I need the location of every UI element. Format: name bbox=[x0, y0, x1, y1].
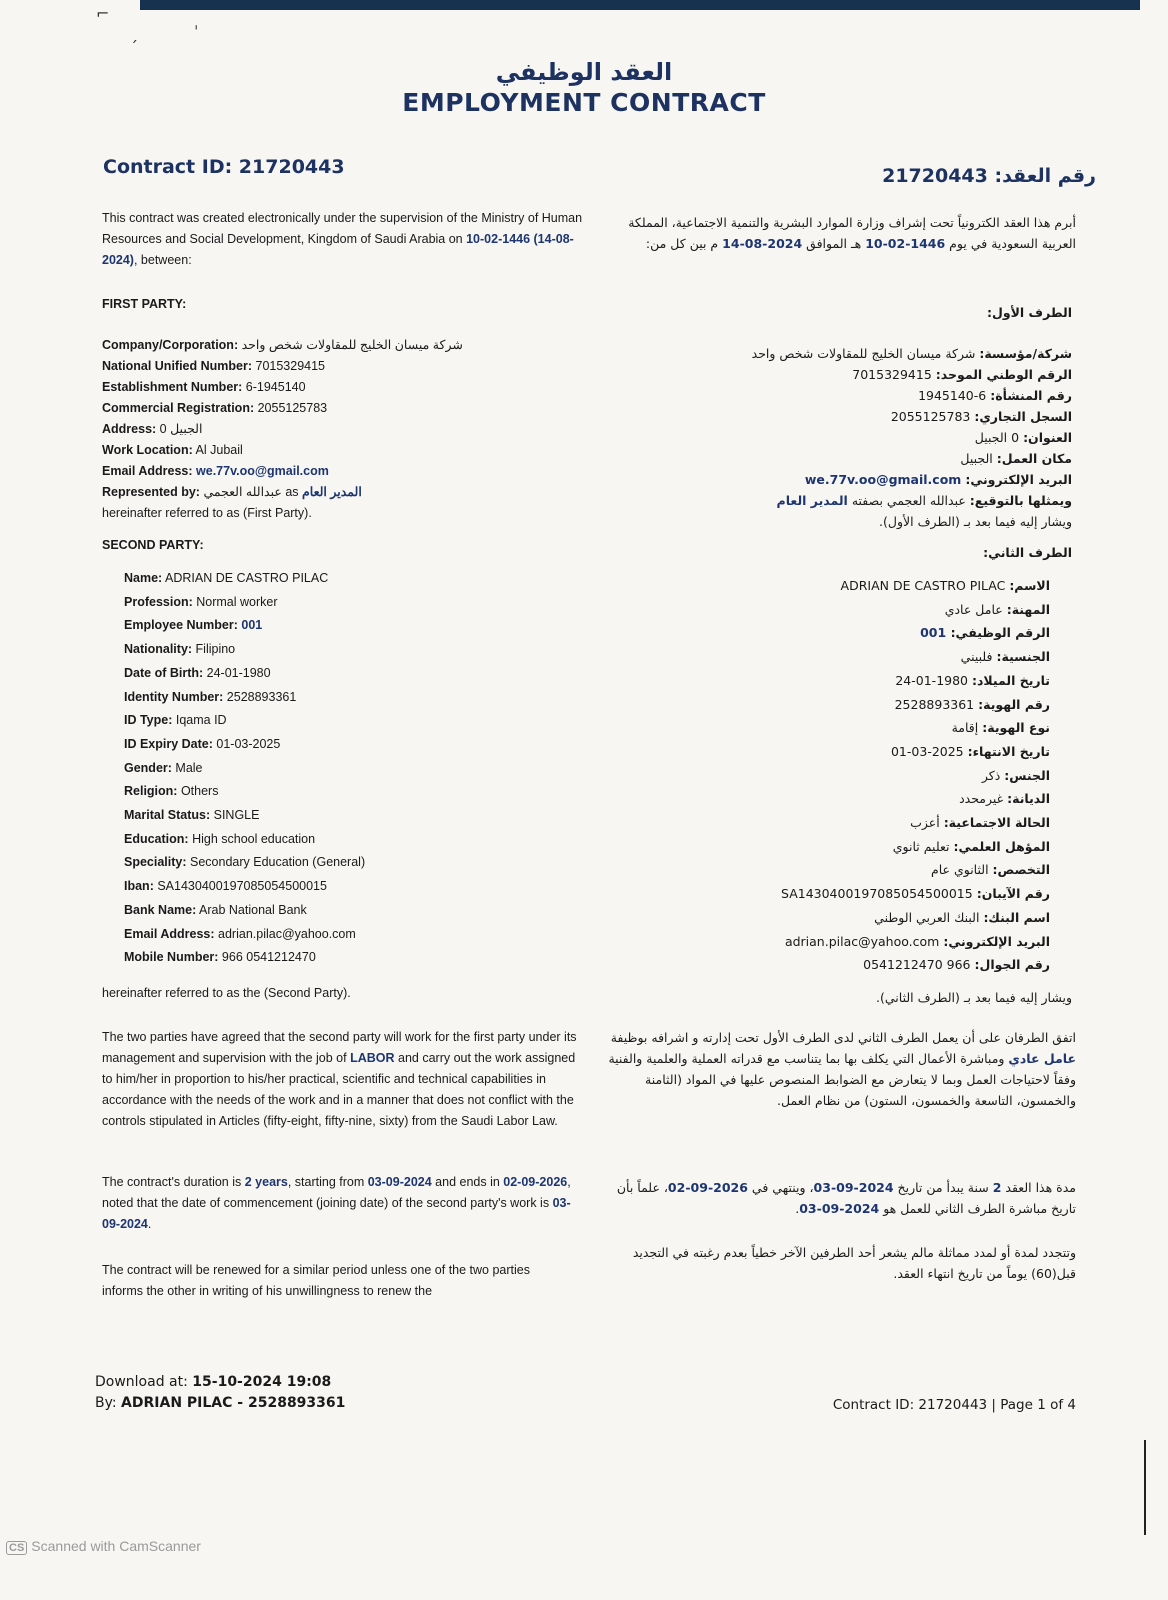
second-party-field-row bbox=[124, 899, 594, 923]
second-party-field-value: SA1430400197085054500015 bbox=[153, 879, 327, 894]
first-party-field-label: National Unified Number: bbox=[102, 359, 253, 373]
second-party-field-value: Secondary Education (General) bbox=[186, 855, 366, 870]
second-party-arabic bbox=[602, 542, 1072, 563]
second-party-field-ar-value: adrian.pilac@yahoo.com bbox=[784, 933, 944, 949]
second-party-field-value: ADRIAN DE CASTRO PILAC bbox=[162, 571, 329, 585]
second-party-field-ar-row bbox=[610, 574, 1050, 598]
second-party-english bbox=[102, 535, 592, 556]
agreement-english: The two parties have agreed that the second party will work for the first party under its management and supervision with the job of LABOR and carry out the work assigned to him/her in proportion to his/her practical, scientific and technical capabilities in accordance with the needs of the work and in a manner that does not conflict with the controls stipulated in Articles (fifty-eight, fifty-nine, sixty) from the Saudi Labor Law. bbox=[102, 1030, 577, 1128]
duration-arabic: مدة هذا العقد 2 سنة يبدأ من تاريخ 2024-09-03، وينتهي في 2026-09-02، علماً بأن تاريخ مباشرة الطرف الثاني للعمل هو 2024-09-03. bbox=[616, 1180, 1076, 1216]
first-party-field-label: Work Location: bbox=[102, 443, 193, 457]
renewal-arabic: وتتجدد لمدة أو لمدد مماثلة مالم يشعر أحد الطرفين الآخر خطياً بعدم رغبته في التجديد قبل(60) يوماً من تاريخ انتهاء العقد. bbox=[632, 1245, 1076, 1281]
first-party-field-value: 0 الجبيل bbox=[156, 422, 203, 436]
second-party-field-value: Normal worker bbox=[192, 594, 278, 609]
second-party-field-row bbox=[124, 591, 594, 615]
second-party-field-row bbox=[124, 828, 594, 852]
second-party-field-ar-label: البريد الإلكتروني: bbox=[943, 933, 1050, 949]
second-party-field-row bbox=[124, 875, 594, 899]
second-party-field-row bbox=[124, 567, 594, 591]
second-party-field-row bbox=[124, 780, 594, 804]
second-party-field-ar-row bbox=[610, 740, 1050, 764]
second-party-field-value: Others bbox=[177, 784, 219, 799]
second-party-field-label: Nationality: bbox=[124, 642, 193, 657]
agreement-arabic: اتفق الطرفان على أن يعمل الطرف الثاني لدى الطرف الأول تحت إدارته و اشرافه بوظيفة عامل عادي ومباشرة الأعمال التي يكلف بها بما يتناسب مع قدراته العملية والعلمية والفنية وفقاً لاحتياجات العمل وبما لا يتعارض مع الضوابط المنصوص عليها في المواد (الثامنة والخمسون، التاسعة والخمسون، الستون) من نظام العمل. bbox=[608, 1030, 1076, 1108]
second-party-field-value: Iqama ID bbox=[172, 713, 227, 728]
first-party-field-ar-label: شركة/مؤسسة: bbox=[979, 346, 1072, 361]
renewal-english: The contract will be renewed for a similar period unless one of the two parties informs the other in writing of his unwillingness to renew the bbox=[102, 1263, 530, 1298]
second-party-field-ar-label: التخصص: bbox=[992, 862, 1050, 878]
second-party-field-row bbox=[124, 757, 594, 781]
first-party-field-ar-label: الرقم الوطني الموحد: bbox=[935, 367, 1072, 382]
first-party-english bbox=[102, 294, 592, 524]
second-party-field-label: Education: bbox=[124, 831, 189, 846]
first-party-field-ar-row bbox=[602, 448, 1072, 469]
intro-arabic: أبرم هذا العقد الكترونياً تحت إشراف وزارة الموارد البشرية والتنمية الاجتماعية، المملكة العربية السعودية في يوم 1446-02-10 هـ الموافق 2024-08-14 م بين كل من: bbox=[628, 215, 1076, 251]
second-party-field-ar-row bbox=[610, 621, 1050, 645]
second-party-field-value: 966 0541212470 bbox=[218, 950, 316, 965]
second-party-field-ar-row bbox=[610, 835, 1050, 859]
second-party-field-ar-value: البنك العربي الوطني bbox=[874, 909, 984, 925]
second-party-field-value: 2528893361 bbox=[223, 689, 297, 704]
second-party-field-ar-row bbox=[610, 858, 1050, 882]
second-party-field-ar-value: عامل عادي bbox=[944, 601, 1007, 617]
second-party-field-row bbox=[124, 804, 594, 828]
second-party-field-ar-value: غيرمحدد bbox=[959, 791, 1008, 807]
first-party-field-ar-label: العنوان: bbox=[1023, 430, 1072, 445]
second-party-field-label: ID Expiry Date: bbox=[124, 736, 213, 751]
first-party-field-label: Company/Corporation: bbox=[102, 338, 239, 352]
second-party-field-ar-row bbox=[610, 906, 1050, 930]
first-party-email-ar: البريد الإلكتروني: we.77v.oo@gmail.com bbox=[804, 472, 1072, 487]
second-party-field-ar-label: الجنس: bbox=[1004, 767, 1050, 783]
second-party-field-ar-label: اسم البنك: bbox=[983, 909, 1050, 925]
second-party-field-value: adrian.pilac@yahoo.com bbox=[214, 926, 356, 941]
title-english: EMPLOYMENT CONTRACT bbox=[402, 88, 766, 117]
download-info: Download at: 15-10-2024 19:08 By: ADRIAN PILAC - 2528893361 bbox=[95, 1374, 346, 1411]
first-party-field-value: 2055125783 bbox=[254, 401, 328, 415]
first-party-representative: Represented by: عبدالله العجمي as المدير العام bbox=[102, 485, 362, 499]
first-party-field-value: شركة ميسان الخليج للمقاولات شخص واحد bbox=[238, 338, 463, 352]
second-party-field-label: Marital Status: bbox=[124, 808, 211, 823]
second-party-field-value: Arab National Bank bbox=[196, 902, 307, 917]
second-party-field-ar-value: SA1430400197085054500015 bbox=[781, 886, 977, 902]
second-party-field-ar-label: رقم الآيبان: bbox=[976, 886, 1050, 902]
first-party-field-ar-value: الجبيل bbox=[960, 451, 997, 466]
second-party-field-row bbox=[124, 733, 594, 757]
first-party-field-label: Address: bbox=[102, 422, 157, 436]
second-party-field-ar-value: الثانوي عام bbox=[930, 862, 993, 878]
first-party-field-row bbox=[102, 377, 592, 398]
first-party-field-ar-value: شركة ميسان الخليج للمقاولات شخص واحد bbox=[751, 346, 980, 361]
second-party-heading: SECOND PARTY: bbox=[102, 538, 204, 552]
first-party-field-ar-value: 6-1945140 bbox=[918, 388, 991, 403]
second-party-field-ar-row bbox=[610, 787, 1050, 811]
second-party-field-ar-row bbox=[610, 764, 1050, 788]
second-party-field-ar-row bbox=[610, 811, 1050, 835]
first-party-heading: FIRST PARTY: bbox=[102, 297, 187, 311]
first-party-heading-ar: الطرف الأول: bbox=[986, 305, 1072, 320]
first-party-field-row bbox=[102, 398, 592, 419]
second-party-field-ar-value: 1980-01-24 bbox=[895, 672, 972, 688]
second-party-field-label: Date of Birth: bbox=[124, 665, 204, 680]
scan-mark: ⌐ bbox=[96, 4, 110, 23]
first-party-email: Email Address: we.77v.oo@gmail.com bbox=[102, 464, 329, 478]
second-party-field-ar-row bbox=[610, 669, 1050, 693]
first-party-field-value: 6-1945140 bbox=[242, 380, 306, 394]
second-party-field-ar-row bbox=[610, 645, 1050, 669]
first-party-field-ar-row bbox=[602, 385, 1072, 406]
first-party-field-ar-value: 7015329415 bbox=[852, 367, 936, 382]
second-party-field-label: Name: bbox=[124, 571, 163, 585]
first-party-field-label: Commercial Registration: bbox=[102, 401, 255, 415]
second-party-field-ar-label: المؤهل العلمي: bbox=[953, 838, 1050, 854]
contract-id-arabic: رقم العقد: 21720443 bbox=[882, 165, 1096, 187]
second-party-field-label: ID Type: bbox=[124, 713, 173, 728]
second-party-field-value: High school education bbox=[188, 831, 316, 846]
second-party-heading-ar: الطرف الثاني: bbox=[983, 545, 1072, 560]
second-party-field-ar-row bbox=[610, 598, 1050, 622]
second-party-field-ar-value: 2025-03-01 bbox=[890, 743, 968, 759]
second-party-referred-ar: ويشار إليه فيما بعد بـ (الطرف الثاني). bbox=[876, 990, 1072, 1005]
second-party-field-ar-row bbox=[610, 716, 1050, 740]
first-party-field-ar-label: السجل التجاري: bbox=[974, 409, 1072, 424]
second-party-field-row bbox=[124, 923, 594, 947]
second-party-field-label: Speciality: bbox=[124, 855, 187, 870]
first-party-field-row bbox=[102, 335, 592, 356]
second-party-field-row bbox=[124, 614, 594, 638]
first-party-field-ar-row bbox=[602, 427, 1072, 448]
second-party-field-row bbox=[124, 686, 594, 710]
second-party-field-ar-label: الاسم: bbox=[1009, 578, 1050, 593]
intro-english: This contract was created electronically under the supervision of the Ministry of Human Resources and Social Development, Kingdom of Saudi Arabia on 10-02-1446 (14-08-2024), between: bbox=[102, 211, 583, 267]
first-party-field-ar-label: رقم المنشأة: bbox=[990, 388, 1072, 403]
second-party-field-ar-label: رقم الجوال: bbox=[974, 957, 1050, 973]
first-party-field-value: Al Jubail bbox=[192, 443, 243, 457]
first-party-field-ar-value: 2055125783 bbox=[890, 409, 975, 424]
scan-mark: ˏ bbox=[130, 24, 138, 43]
second-party-field-label: Mobile Number: bbox=[124, 950, 219, 965]
first-party-field-ar-value: 0 الجبيل bbox=[974, 430, 1024, 445]
second-party-field-ar-value: ذكر bbox=[981, 767, 1005, 783]
second-party-field-ar-value: أعزب bbox=[910, 815, 944, 831]
second-party-field-ar-value: 001 bbox=[920, 625, 951, 641]
second-party-field-row bbox=[124, 662, 594, 686]
page-info: Contract ID: 21720443 | Page 1 of 4 bbox=[832, 1397, 1076, 1413]
second-party-field-value: 24-01-1980 bbox=[203, 665, 271, 680]
first-party-field-label: Establishment Number: bbox=[102, 380, 243, 394]
duration-english: The contract's duration is 2 years, starting from 03-09-2024 and ends in 02-09-2026, noted that the date of commencement (joining date) of the second party's work is 03-09-2024. bbox=[102, 1175, 571, 1231]
first-party-field-row bbox=[102, 356, 592, 377]
first-party-field-ar-row bbox=[602, 343, 1072, 364]
second-party-field-value: Male bbox=[171, 760, 203, 775]
second-party-field-ar-label: تاريخ الانتهاء: bbox=[967, 743, 1050, 759]
second-party-field-label: Profession: bbox=[124, 594, 193, 609]
second-party-fields-ar bbox=[610, 574, 1050, 977]
first-party-field-ar-label: مكان العمل: bbox=[996, 451, 1072, 466]
second-party-field-ar-label: نوع الهوية: bbox=[982, 720, 1050, 736]
second-party-field-label: Employee Number: bbox=[124, 618, 238, 633]
second-party-field-ar-value: تعليم ثانوي bbox=[892, 838, 954, 854]
title-arabic: العقد الوظيفي bbox=[495, 58, 673, 86]
second-party-field-ar-value: إقامة bbox=[951, 720, 983, 736]
first-party-referred-ar: ويشار إليه فيما بعد بـ (الطرف الأول). bbox=[879, 514, 1072, 529]
first-party-field-row bbox=[102, 440, 592, 461]
camscanner-watermark: CS Scanned with CamScanner bbox=[6, 1538, 201, 1555]
first-party-field-ar-row bbox=[602, 406, 1072, 427]
first-party-representative-ar: ويمثلها بالتوقيع: عبدالله العجمي بصفته المدير العام bbox=[776, 493, 1072, 508]
second-party-field-ar-value: فلبيني bbox=[960, 649, 997, 665]
second-party-field-ar-label: رقم الهوية: bbox=[978, 696, 1050, 712]
second-party-field-row bbox=[124, 946, 594, 970]
second-party-field-ar-label: تاريخ الميلاد: bbox=[971, 672, 1050, 688]
second-party-field-row bbox=[124, 851, 594, 875]
second-party-field-ar-label: الجنسية: bbox=[996, 649, 1050, 665]
scan-right-edge bbox=[1144, 1440, 1146, 1535]
scan-mark: ˌ bbox=[194, 12, 199, 31]
second-party-field-ar-label: الحالة الاجتماعية: bbox=[943, 815, 1050, 831]
second-party-field-ar-row bbox=[610, 930, 1050, 954]
first-party-field-row bbox=[102, 419, 592, 440]
second-party-field-ar-label: الرقم الوظيفي: bbox=[950, 625, 1050, 641]
second-party-field-label: Gender: bbox=[124, 760, 172, 775]
second-party-field-label: Iban: bbox=[124, 879, 154, 894]
second-party-field-value: 001 bbox=[237, 618, 263, 633]
second-party-field-value: SINGLE bbox=[210, 808, 260, 823]
contract-id-english: Contract ID: 21720443 bbox=[103, 156, 345, 178]
camscanner-logo-icon: CS bbox=[6, 1541, 27, 1555]
second-party-field-ar-label: الديانة: bbox=[1007, 791, 1050, 807]
second-party-field-label: Religion: bbox=[124, 784, 178, 799]
second-party-field-ar-value: 2528893361 bbox=[894, 696, 979, 712]
second-party-field-ar-row bbox=[610, 953, 1050, 977]
second-party-field-ar-value: 966 0541212470 bbox=[863, 957, 975, 973]
second-party-field-value: Filipino bbox=[192, 642, 236, 657]
second-party-field-label: Identity Number: bbox=[124, 689, 224, 704]
first-party-arabic bbox=[602, 302, 1072, 532]
first-party-field-ar-row bbox=[602, 364, 1072, 385]
second-party-field-label: Bank Name: bbox=[124, 902, 197, 917]
second-party-field-ar-row bbox=[610, 882, 1050, 906]
second-party-field-label: Email Address: bbox=[124, 926, 215, 941]
scan-top-edge bbox=[140, 0, 1140, 10]
second-party-field-value: 01-03-2025 bbox=[212, 736, 281, 751]
second-party-field-ar-label: المهنة: bbox=[1006, 601, 1050, 617]
second-party-field-row bbox=[124, 638, 594, 662]
second-party-field-row bbox=[124, 709, 594, 733]
second-party-fields bbox=[124, 567, 594, 970]
first-party-field-value: 7015329415 bbox=[252, 359, 326, 373]
second-party-referred: hereinafter referred to as the (Second Party). bbox=[102, 986, 351, 1000]
first-party-referred: hereinafter referred to as (First Party). bbox=[102, 506, 312, 520]
second-party-field-ar-row bbox=[610, 693, 1050, 717]
second-party-field-ar-value: ADRIAN DE CASTRO PILAC bbox=[840, 578, 1010, 593]
